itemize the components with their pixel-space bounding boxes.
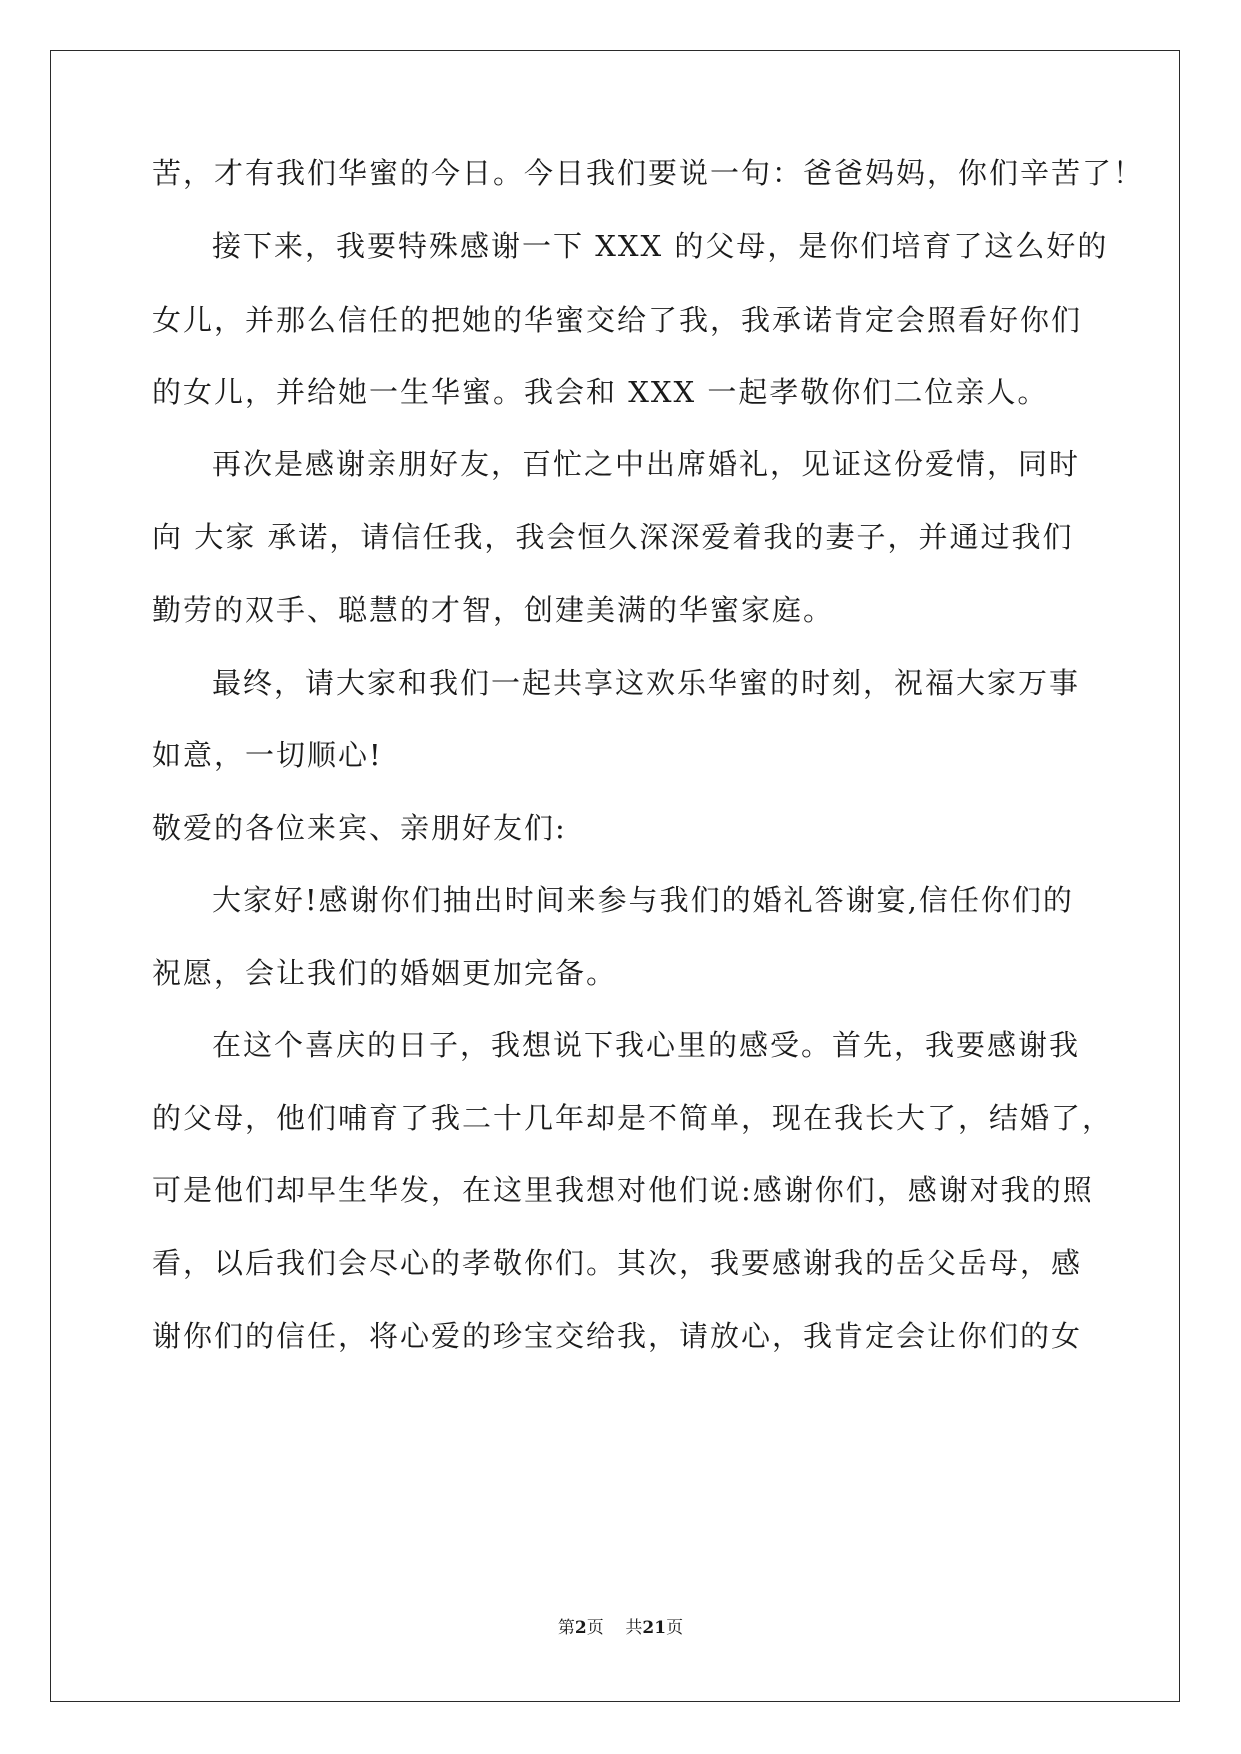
text-line: 苦，才有我们华蜜的今日。今日我们要说一句：爸爸妈妈，你们辛苦了！ [152,156,1145,190]
text-line: 向 大家 承诺，请信任我，我会恒久深深爱着我的妻子，并通过我们 [152,520,1074,554]
footer-page-suffix: 页 [586,1618,604,1638]
text-line: 再次是感谢亲朋好友，百忙之中出席婚礼，见证这份爱情，同时 [212,447,1081,481]
text-line: 最终，请大家和我们一起共享这欢乐华蜜的时刻，祝福大家万事 [212,666,1081,700]
footer-total-suffix: 页 [666,1618,684,1638]
text-line: 谢你们的信任，将心爱的珍宝交给我，请放心，我肯定会让你们的女 [152,1319,1083,1353]
text-line: 接下来，我要特殊感谢一下 XXX 的父母，是你们培育了这么好的 [212,229,1109,263]
text-line: 敬爱的各位来宾、亲朋好友们: [152,811,567,845]
text-line: 可是他们却早生华发，在这里我想对他们说:感谢你们，感谢对我的照 [152,1173,1094,1207]
text-line: 勤劳的双手、聪慧的才智，创建美满的华蜜家庭。 [152,593,835,627]
text-line: 在这个喜庆的日子，我想说下我心里的感受。首先，我要感谢我 [212,1028,1081,1062]
page-number: 2 [574,1618,587,1638]
text-line: 看，以后我们会尽心的孝敬你们。其次，我要感谢我的岳父岳母，感 [152,1246,1083,1280]
total-pages: 21 [642,1618,667,1638]
text-line: 的女儿，并给她一生华蜜。我会和 XXX 一起孝敬你们二位亲人。 [152,375,1049,409]
page-frame [50,50,1180,1702]
text-line: 的父母，他们哺育了我二十几年却是不简单，现在我长大了，结婚了， [152,1101,1114,1135]
text-line: 女儿，并那么信任的把她的华蜜交给了我，我承诺肯定会照看好你们 [152,303,1083,337]
text-line: 祝愿，会让我们的婚姻更加完备。 [152,956,618,990]
footer-prefix: 第 [557,1618,575,1638]
footer-total-prefix: 共 [625,1618,643,1638]
page-footer [0,1616,1241,1640]
text-line: 如意，一切顺心! [152,738,383,772]
text-line: 大家好!感谢你们抽出时间来参与我们的婚礼答谢宴,信任你们的 [212,883,1074,917]
